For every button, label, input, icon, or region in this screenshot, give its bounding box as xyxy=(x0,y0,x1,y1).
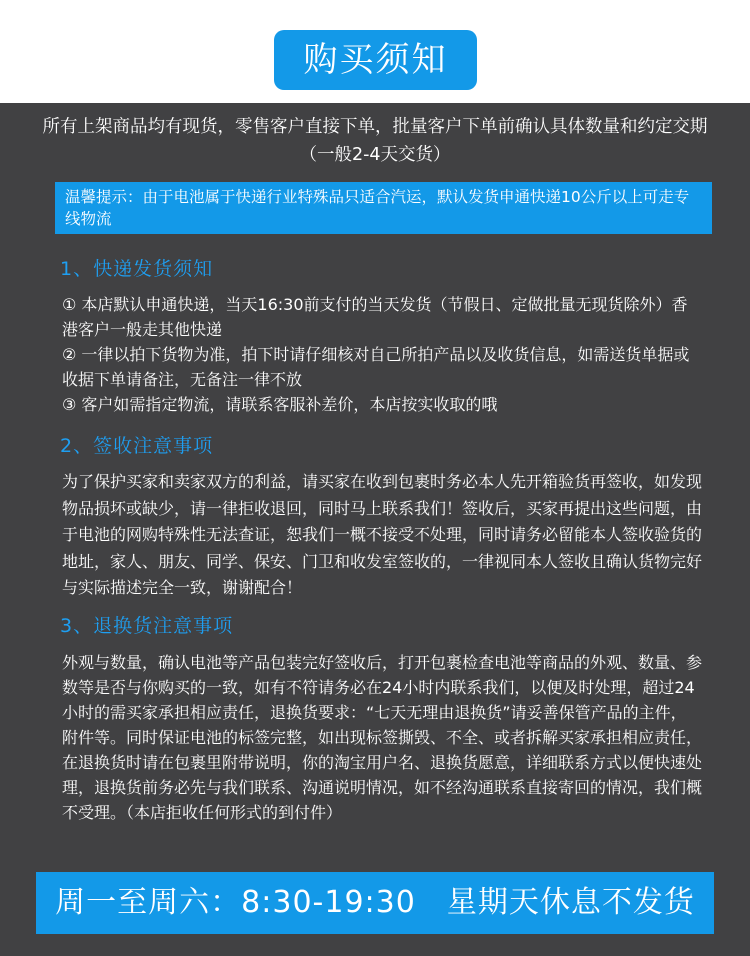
header-band xyxy=(0,0,750,103)
section-title-shipping: 1、快递发货须知 xyxy=(60,258,214,280)
shipping-item-1: ① 本店默认申通快递，当天16:30前支付的当天发货（节假日、定做批量无现货除外）香港客户一般走其他快递 xyxy=(62,295,688,339)
section-body-shipping xyxy=(62,292,702,417)
returns-paragraph: 外观与数量，确认电池等产品包装完好签收后，打开包裹检查电池等商品的外观、数量、参数等是否与你购买的一致，如有不符请务必在24小时内联系我们，以便及时处理，超过24小时的需买家承担相应责任，退换货要求：“七天无理由退换货”请妥善保管产品的主件，附件等。同时保证电池的标签完整，如出现标签撕毁、不全、或者拆解买家承担相应责任，在退换货时请在包裹里附带说明，你的淘宝用户名、退换货愿意，详细联系方式以便快速处理，退换货前务必先与我们联系、沟通说明情况，如不经沟通联系直接寄回的情况，我们概不受理。（本店拒收任何形式的到付件） xyxy=(62,653,703,822)
business-hours-banner: 周一至周六：8:30-19:30 星期天休息不发货 xyxy=(36,872,714,934)
page-title: 购买须知 xyxy=(274,30,477,90)
section-body-signing xyxy=(62,469,702,602)
section-title-returns: 3、退换货注意事项 xyxy=(60,615,234,637)
signing-paragraph: 为了保护买家和卖家双方的利益，请买家在收到包裹时务必本人先开箱验货再签收，如发现物品损坏或缺少，请一律拒收退回，同时马上联系我们！签收后，买家再提出这些问题，由于电池的网购特殊性无法查证，恕我们一概不接受不处理，同时请务必留能本人签收验货的地址，家人、朋友、同学、保安、门卫和收发室签收的，一律视同本人签收且确认货物完好与实际描述完全一致，谢谢配合！ xyxy=(62,472,703,597)
section-title-signing: 2、签收注意事项 xyxy=(60,435,214,457)
tip-banner: 温馨提示：由于电池属于快递行业特殊品只适合汽运，默认发货申通快递10公斤以上可走专线物流 xyxy=(55,182,712,234)
section-body-returns xyxy=(62,650,702,825)
shipping-item-2: ② 一律以拍下货物为准，拍下时请仔细核对自己所拍产品以及收货信息，如需送货单据或收据下单请备注，无备注一律不放 xyxy=(62,345,690,389)
intro-text: 所有上架商品均有现货，零售客户直接下单，批量客户下单前确认具体数量和约定交期（一般2-4天交货） xyxy=(42,117,708,165)
shipping-item-3: ③ 客户如需指定物流，请联系客服补差价，本店按实收取的哦 xyxy=(62,395,498,414)
